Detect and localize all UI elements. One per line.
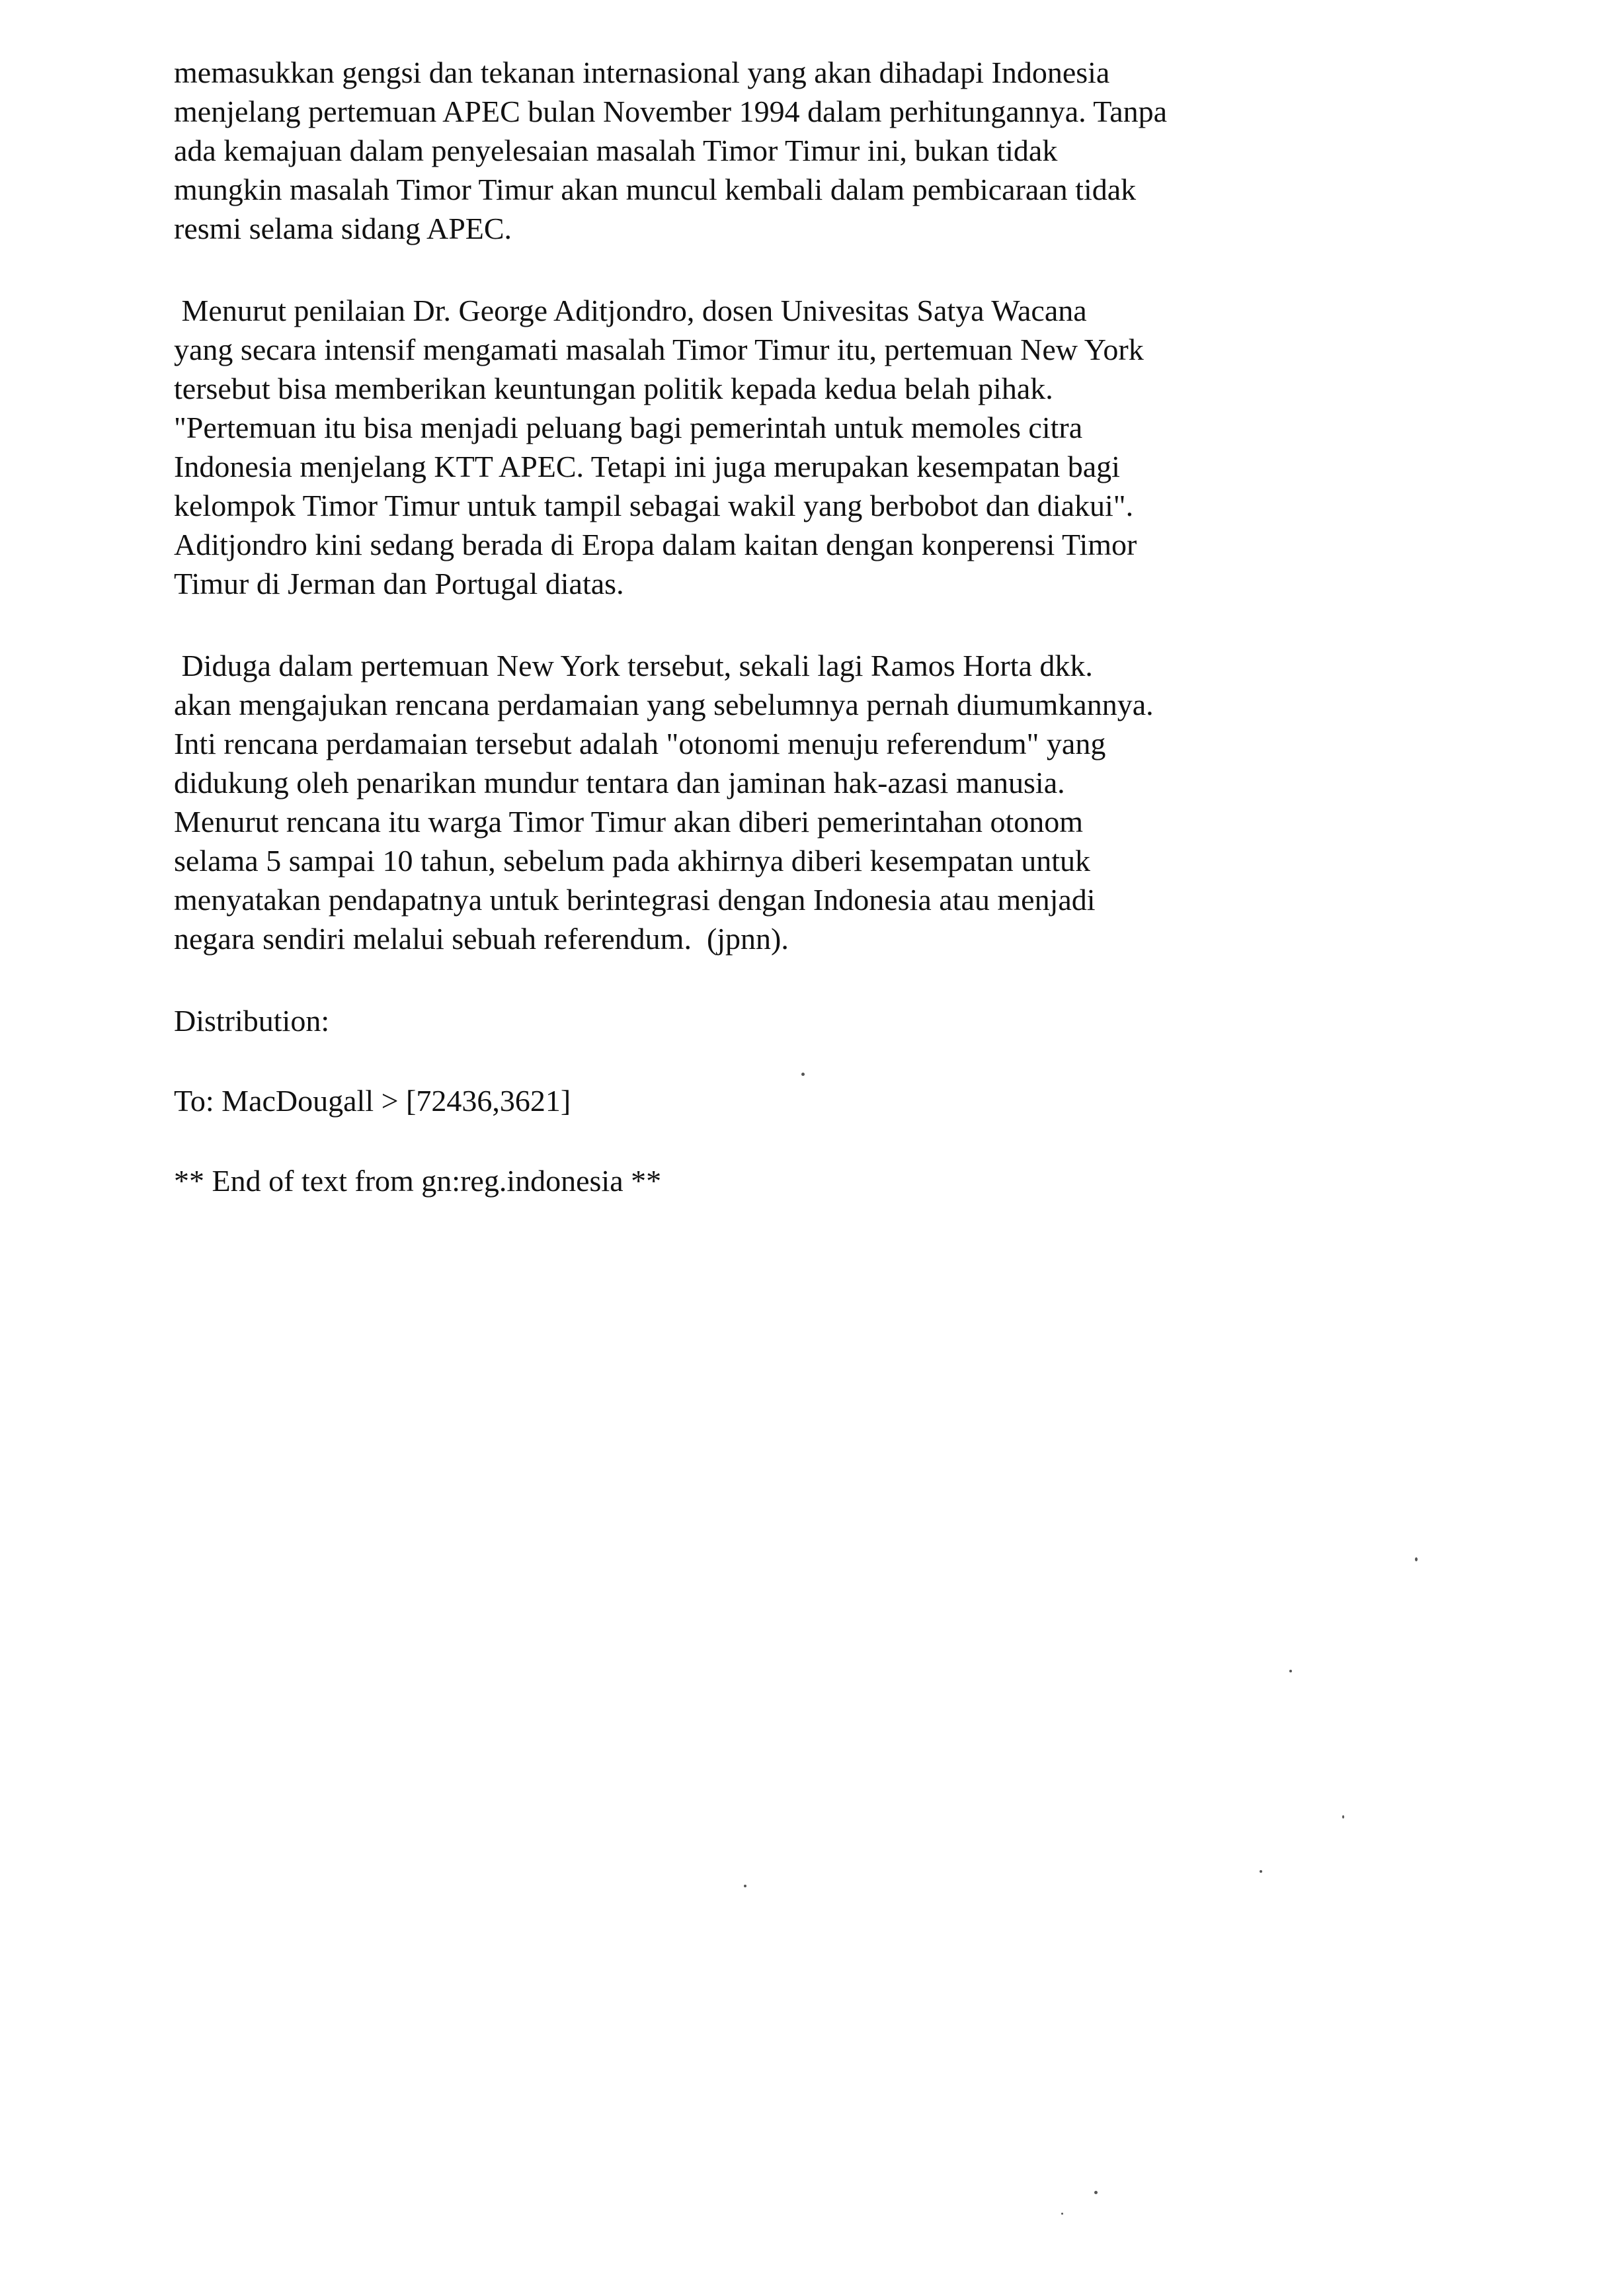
recipient-line: To: MacDougall > [72436,3621]	[174, 1084, 571, 1118]
text-line: kelompok Timor Timur untuk tampil sebagai wakil yang berbobot dan diakui".	[174, 489, 1134, 522]
text-line: Aditjondro kini sedang berada di Eropa dalam kaitan dengan konperensi Timor	[174, 528, 1137, 561]
paragraph-gap	[174, 1040, 1311, 1081]
scan-speck	[1415, 1557, 1418, 1561]
text-line: resmi selama sidang APEC.	[174, 212, 512, 245]
text-line: negara sendiri melalui sebuah referendum. (jpnn).	[174, 922, 789, 956]
end-of-text-line: ** End of text from gn:reg.indonesia **	[174, 1164, 662, 1198]
text-line: akan mengajukan rencana perdamaian yang sebelumnya pernah diumumkannya.	[174, 688, 1154, 721]
scan-speck	[1260, 1870, 1262, 1873]
text-line: "Pertemuan itu bisa menjadi peluang bagi pemerintah untuk memoles citra	[174, 411, 1083, 444]
scan-speck	[1289, 1670, 1292, 1672]
paragraph-gap	[174, 1120, 1311, 1161]
text-line: Diduga dalam pertemuan New York tersebut, sekali lagi Ramos Horta dkk.	[174, 649, 1093, 682]
text-line: menjelang pertemuan APEC bulan November 1994 dalam perhitungannya. Tanpa	[174, 95, 1168, 128]
scan-speck	[744, 1885, 746, 1887]
text-line: Menurut rencana itu warga Timor Timur akan diberi pemerintahan otonom	[174, 805, 1084, 839]
scan-speck	[1094, 2191, 1098, 2194]
text-line: mungkin masalah Timor Timur akan muncul kembali dalam pembicaraan tidak	[174, 173, 1137, 206]
paragraph-gap	[174, 958, 1311, 1001]
paragraph-gap	[174, 603, 1311, 646]
paragraph-2	[174, 291, 1311, 603]
text-line: Indonesia menjelang KTT APEC. Tetapi ini juga merupakan kesempatan bagi	[174, 450, 1120, 483]
scan-speck	[801, 1073, 805, 1076]
paragraph-3	[174, 646, 1311, 958]
scan-speck	[1061, 2213, 1063, 2215]
text-line: ada kemajuan dalam penyelesaian masalah Timor Timur ini, bukan tidak	[174, 134, 1058, 167]
scan-speck	[1342, 1815, 1344, 1819]
distribution-label: Distribution:	[174, 1004, 330, 1038]
text-line: selama 5 sampai 10 tahun, sebelum pada akhirnya diberi kesempatan untuk	[174, 844, 1090, 878]
text-line: Menurut penilaian Dr. George Aditjondro, dosen Univesitas Satya Wacana	[174, 294, 1087, 327]
text-line: Inti rencana perdamaian tersebut adalah "otonomi menuju referendum" yang	[174, 727, 1106, 760]
text-line: tersebut bisa memberikan keuntungan politik kepada kedua belah pihak.	[174, 372, 1053, 405]
paragraph-gap	[174, 248, 1311, 291]
text-line: Timur di Jerman dan Portugal diatas.	[174, 567, 624, 600]
text-line: memasukkan gengsi dan tekanan internasional yang akan dihadapi Indonesia	[174, 56, 1110, 89]
text-line: didukung oleh penarikan mundur tentara dan jaminan hak-azasi manusia.	[174, 766, 1065, 800]
text-line: yang secara intensif mengamati masalah Timor Timur itu, pertemuan New York	[174, 333, 1144, 366]
text-line: menyatakan pendapatnya untuk berintegrasi dengan Indonesia atau menjadi	[174, 883, 1096, 917]
paragraph-1	[174, 53, 1311, 248]
document-body	[174, 53, 1311, 1200]
